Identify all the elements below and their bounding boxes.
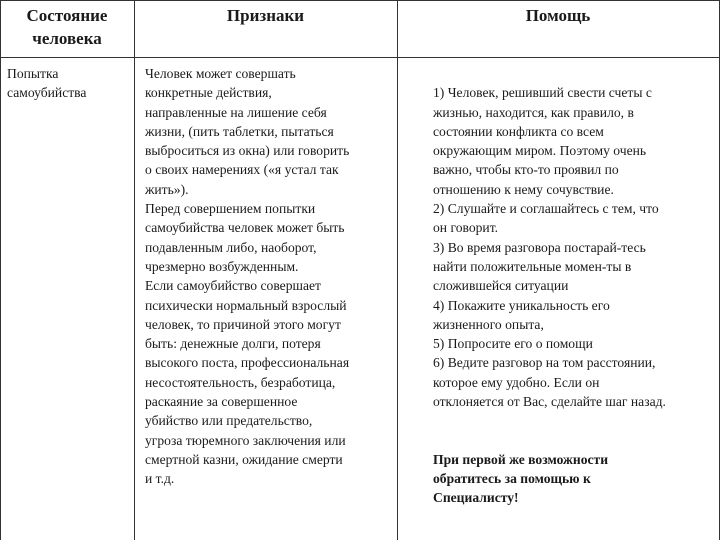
table-border-top (0, 0, 720, 1)
header-divider (0, 57, 720, 58)
cell-signs: Человек может совершать конкретные действия, направленные на лишение себя жизни, (пить таблетки, пытаться выброситься из окна) или говорить о своих намерениях («я устал так жить»). Перед совершением попытки самоубийства человек может быть подавленным либо, наоборот, чрезмерно возбужденным. Если самоубийство совершает психически нормальный взрослый человек, то причиной этого могут быть: денежные долги, потеря высокого поста, профессиональная несостоятельность, безработица, раскаяние за совершенное убийство или предательство, угроза тюремного заключения или смертной казни, ожидание смерти и т.д. (145, 66, 350, 487)
column-divider-2 (397, 0, 398, 540)
header-help: Помощь (525, 6, 591, 25)
column-divider-1 (134, 0, 135, 540)
header-state: Состояние человека (26, 6, 108, 48)
cell-help (433, 64, 717, 527)
help-specialist-note: При первой же возможности обратитесь за помощью к Специалисту! (433, 451, 609, 506)
help-steps: 1) Человек, решивший свести счеты с жизнью, находится, как правило, в состоянии конфликта со всем окружающим миром. Поэтому очень важно, чтобы кто-то проявил по отношению к нему сочувствие. 2) Слушайте и соглашайтесь с тем, что он говорит. 3) Во время разговора постарай-тесь найти положительные момен-ты в сложившейся ситуации 4) Покажите уникальность его жизненного опыта, 5) Попросите его о помощи 6) Ведите разговор на том расстоянии, которое ему удобно. Если он отклоняется от Вас, сделайте шаг назад. (433, 85, 666, 410)
header-signs: Признаки (226, 6, 305, 25)
table-border-left (0, 0, 1, 540)
cell-state: Попытка самоубийства (7, 66, 87, 101)
